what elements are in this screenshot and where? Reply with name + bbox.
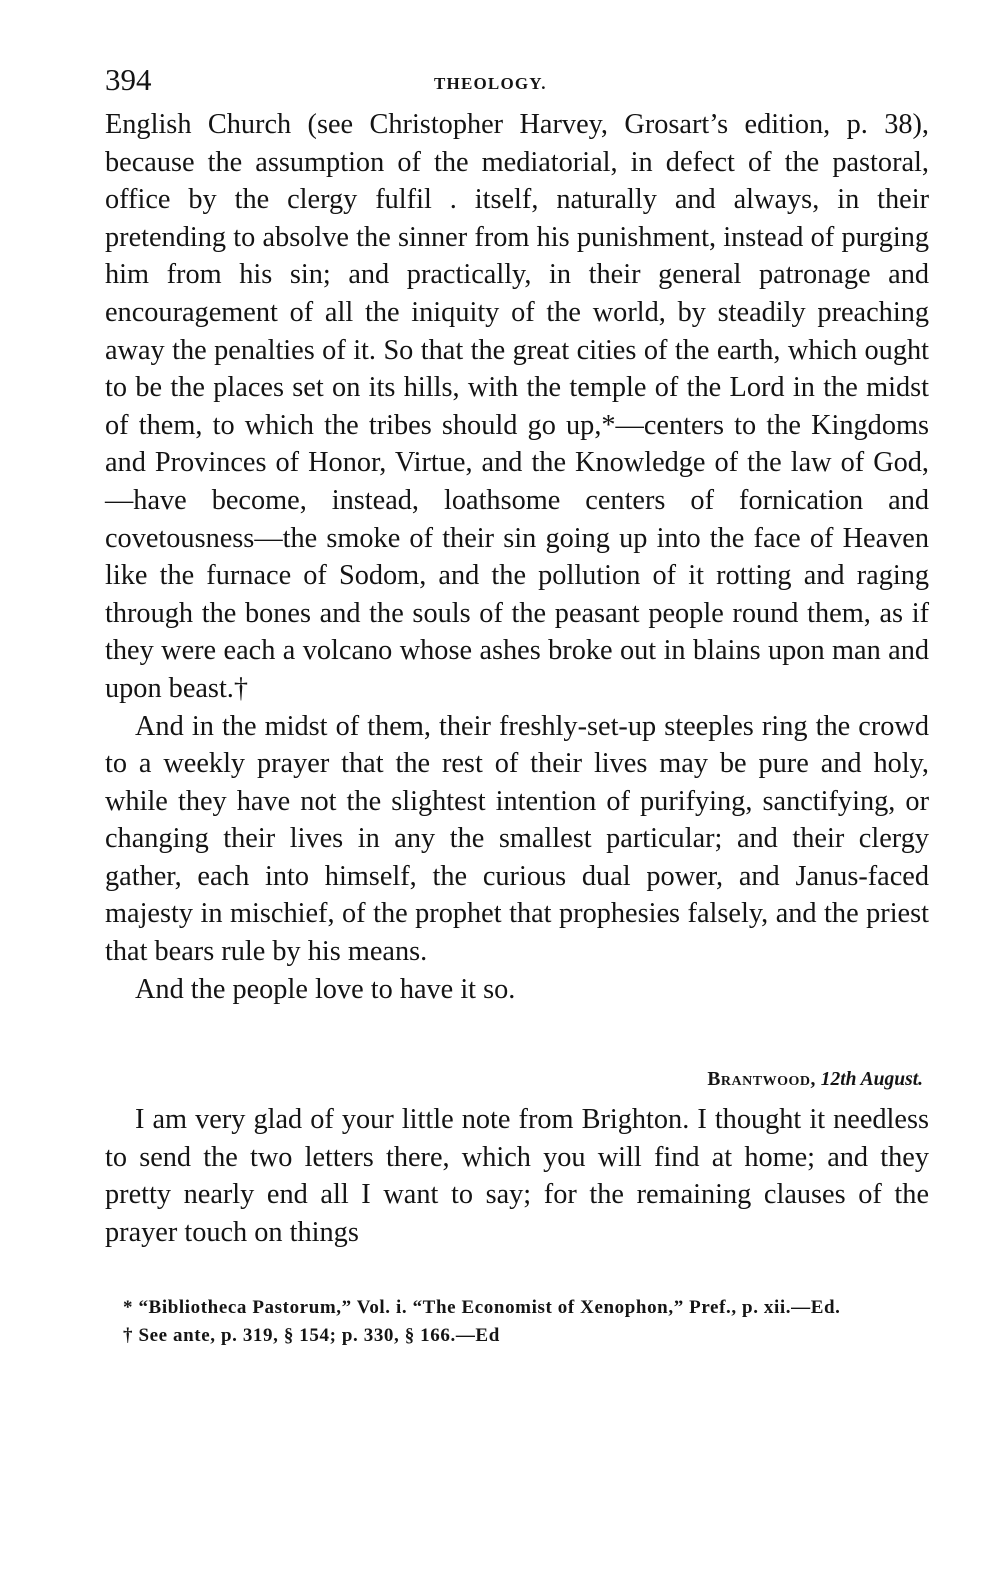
footnotes xyxy=(105,1294,929,1350)
dateline-date: 12th August. xyxy=(820,1069,923,1091)
book-page xyxy=(105,62,929,1350)
page-number: 394 xyxy=(105,62,152,97)
body-paragraph: English Church (see Christopher Harvey, Grosart’s edition, p. 38), because the assumption of the mediatorial, in defect of the pastoral, office by the clergy fulfil . itself, naturally and always, in their pretending to absolve the sinner from his punishment, instead of purging him from his sin; and practically, in their general patronage and encouragement of all the iniquity of the world, by steadily preaching away the penalties of it. So that the great cities of the earth, which ought to be the places set on its hills, with the temple of the Lord in the midst of them, to which the tribes should go up,*—centers to the Kingdoms and Provinces of Honor, Virtue, and the Knowledge of the law of God,—have become, instead, loathsome centers of fornication and covetousness—the smoke of their sin going up into the face of Heaven like the furnace of Sodom, and the pollution of it rotting and raging through the bones and the souls of the peasant people round them, as if they were each a volcano whose ashes broke out in blains upon man and upon beast.† xyxy=(105,109,929,704)
footnote: † See ante, p. 319, § 154; p. 330, § 166.—Ed xyxy=(123,1324,500,1346)
running-title: THEOLOGY. xyxy=(434,74,547,93)
running-head xyxy=(105,62,929,106)
body-paragraph: And the people love to have it so. xyxy=(135,973,516,1005)
dateline-place: Brantwood, xyxy=(707,1069,816,1091)
letter-paragraph: I am very glad of your little note from Brighton. I thought it needless to send the two letters there, which you will find at home; and they pretty nearly end all I want to say; for the remaining clauses of the prayer touch on things xyxy=(105,1104,929,1249)
body-text xyxy=(105,106,929,1008)
footnote: * “Bibliotheca Pastorum,” Vol. i. “The Economist of Xenophon,” Pref., p. xii.—Ed. xyxy=(123,1296,841,1318)
letter-dateline xyxy=(105,1069,929,1091)
letter-text xyxy=(105,1101,929,1251)
body-paragraph: And in the midst of them, their freshly-set-up steeples ring the crowd to a weekly prayer that the rest of their lives may be pure and holy, while they have not the slightest intention of purifying, sanctifying, or changing their lives in any the smallest particular; and their clergy gather, each into himself, the curious dual power, and Janus-faced majesty in mischief, of the prophet that prophesies falsely, and the priest that bears rule by his means. xyxy=(105,710,929,968)
